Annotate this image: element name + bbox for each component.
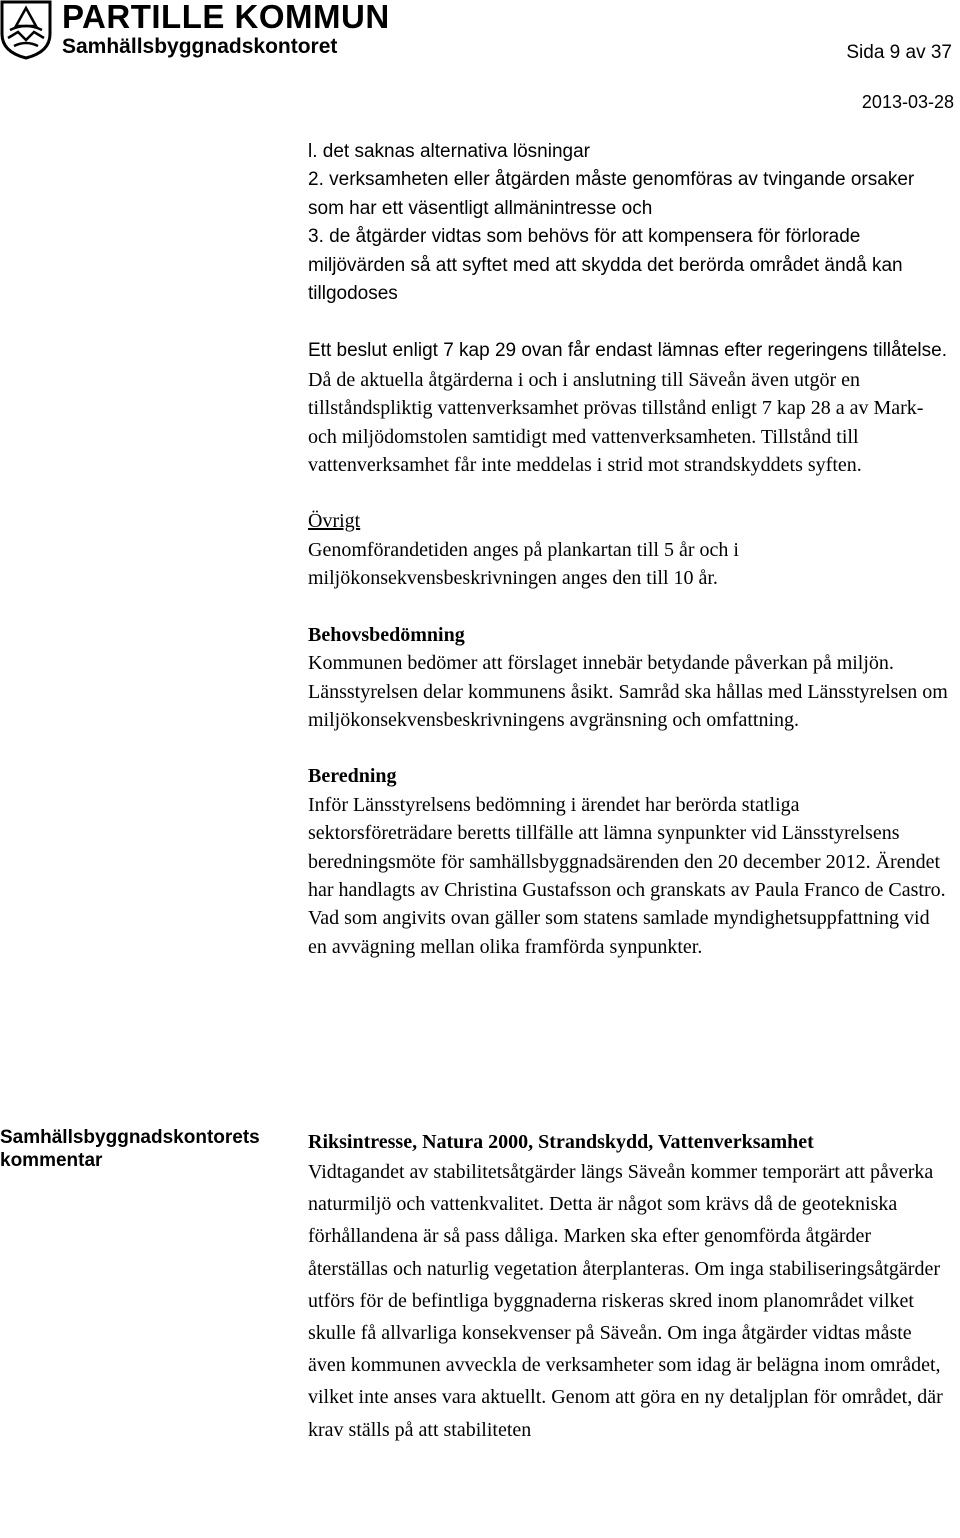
header-logo (0, 0, 400, 66)
department-name: Samhällsbyggnadskontoret (62, 35, 338, 58)
paragraph-behovsbedomning: Kommunen bedömer att förslaget innebär betydande påverkan på miljön. Länsstyrelsen delar kommunens åsikt. Samråd ska hållas med Länsstyrelsen om miljökonsekvensbeskrivningens avgränsning och omfattning. (308, 652, 948, 731)
section-label-comment: Samhällsbyggnadskontorets kommentar (0, 1127, 260, 1171)
page-number: Sida 9 av 37 (846, 42, 952, 63)
org-name: PARTILLE KOMMUN (62, 0, 390, 35)
heading-behovsbedomning: Behovsbedömning (308, 623, 465, 646)
paragraph-comment: Vidtagandet av stabilitetsåtgärder längs Säveån kommer temporärt att påverka naturmiljö och vattenkvalitet. Detta är något som krävs då de geotekniska förhållandena är så pass dåliga. Marken ska efter genomförda åtgärder återställas och naturlig vegetation återplanteras. Om inga stabiliseringsåtgärder utförs för de befintliga byggnaderna riskeras skred inom planområdet vilket skulle få allvarliga konsekvenser på Säveån. Om inga åtgärder vidtas måste även kommunen avveckla de verksamheter som idag är belägna inom området, vilket inte anses vara aktuellt. Genom att göra en ny detaljplan för området, där krav ställs på att stabiliteten (308, 1161, 943, 1441)
comment-section (308, 1128, 948, 1446)
municipality-emblem-icon (0, 0, 52, 60)
paragraph-permit (308, 336, 948, 479)
paragraph-ovrigt: Genomförandetiden anges på plankartan till 5 år och i miljökonsekvensbeskrivningen anges den till 10 år. (308, 538, 739, 590)
paragraph-permit-lead: Ett beslut enligt 7 kap 29 ovan får endast lämnas efter regeringens tillåtelse. (308, 340, 947, 362)
paragraph-permit-body: Då de aktuella åtgärderna i och i anslutning till Säveån även utgör en tillståndspliktig vattenverksamhet prövas tillstånd enligt 7 kap 28 a av Mark- och miljödomstolen samtidigt med vattenverksamheten. Tillstånd till vattenverksamhet får inte meddelas i strid mot strandskyddets syften. (308, 368, 924, 477)
list-item: 2. verksamheten eller åtgärden måste genomföras av tvingande orsaker som har ett väsentligt allmänintresse och (308, 169, 915, 219)
heading-ovrigt: Övrigt (308, 510, 361, 533)
paragraph-beredning: Inför Länsstyrelsens bedömning i ärendet har berörda statliga sektorsföreträdare beretts tillfälle att lämna synpunkter vid Länsstyrelsens beredningsmöte för samhällsbyggnadsärenden den 20 december 2012. Ärendet har handlagts av Christina Gustafsson och granskats av Paula Franco de Castro. Vad som angivits ovan gäller som statens samlade myndighetsuppfattning vid en avvägning mellan olika framförda synpunkter. (308, 793, 946, 958)
heading-beredning: Beredning (308, 765, 397, 788)
list-item: 3. de åtgärder vidtas som behövs för att kompensera för förlorade miljövärden så att syftet med att skydda det berörda området ändå kan tillgodoses (308, 226, 903, 305)
heading-riksintresse: Riksintresse, Natura 2000, Strandskydd, Vattenverksamhet (308, 1131, 814, 1153)
list-item: l. det saknas alternativa lösningar (308, 141, 590, 162)
document-date: 2013-03-28 (861, 92, 954, 112)
main-content (308, 138, 948, 961)
